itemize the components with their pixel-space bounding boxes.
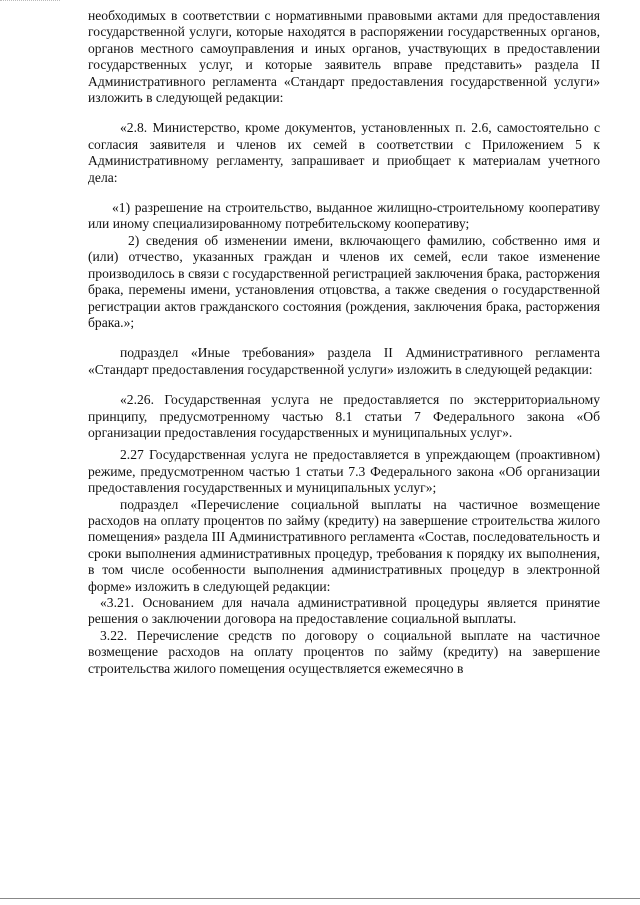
scan-artifact xyxy=(0,0,60,9)
paragraph-2-8: «2.8. Министерство, кроме документов, установленных п. 2.6, самостоятельно с согласия заявителя и членов их семей в соответствии с Приложением 5 к Административному регламенту, запрашивает и приобщает к материалам учетного дела: xyxy=(88,120,600,185)
paragraph-3-22: 3.22. Перечисление средств по договору о социальной выплате на частичное возмещение расходов на оплату процентов по займу (кредиту) на завершение строительства жилого помещения осуществляется ежемесячно в xyxy=(88,627,600,676)
document-page xyxy=(88,8,600,677)
paragraph-subsection-other: подраздел «Иные требования» раздела II Административного регламента «Стандарт предоставления государственной услуги» изложить в следующей редакции: xyxy=(88,345,600,377)
paragraph-2-26: «2.26. Государственная услуга не предоставляется по экстерриториальному принципу, предусмотренному частью 8.1 статьи 7 Федерального закона «Об организации предоставления государственных и муниципальных услуг». xyxy=(88,392,600,440)
paragraph-2-27: 2.27 Государственная услуга не предоставляется в упреждающем (проактивном) режиме, предусмотренном частью 1 статьи 7.3 Федерального закона «Об организации предоставления государственных и муниципальных услуг»; xyxy=(88,447,600,496)
paragraph-item-1: «1) разрешение на строительство, выданное жилищно-строительному кооперативу или иному специализированному потребительскому кооперативу; xyxy=(88,200,600,232)
paragraph-1: необходимых в соответствии с нормативными правовыми актами для предоставления государственной услуги, которые находятся в распоряжении государственных органов, органов местного самоуправления и иных органов, участвующих в предоставлении государственных услуг, и которые заявитель вправе представить» раздела II Административного регламента «Стандарт предоставления государственной услуги» изложить в следующей редакции: xyxy=(88,8,600,106)
paragraph-3-21: «3.21. Основанием для начала административной процедуры является принятие решения о заключении договора на предоставление социальной выплаты. xyxy=(88,595,600,627)
paragraph-item-2: 2) сведения об изменении имени, включающего фамилию, собственно имя и (или) отчество, указанных граждан и членов их семей, если такое изменение производилось в связи с государственной регистрацией заключения брака, расторжения брака, перемены имени, установления отцовства, а также сведения о государственной регистрации актов гражданского состояния (рождения, заключения брака, расторжения брака.»; xyxy=(88,232,600,330)
paragraph-subsection-payment: подраздел «Перечисление социальной выплаты на частичное возмещение расходов на оплату процентов по займу (кредиту) на завершение строительства жилого помещения» раздела III Административного регламента «Состав, последовательность и сроки выполнения административных процедур, требования к порядку их выполнения, в том числе особенности выполнения административных процедур в электронной форме» изложить в следующей редакции: xyxy=(88,496,600,594)
scan-bottom-edge xyxy=(0,898,640,899)
